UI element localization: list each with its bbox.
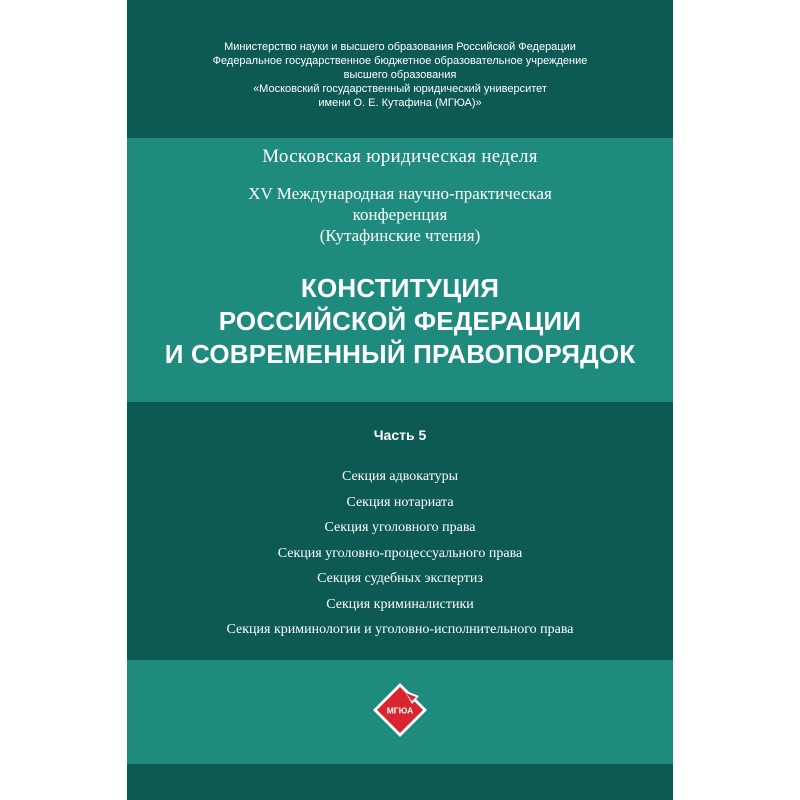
sections-list xyxy=(127,464,673,643)
title-band xyxy=(127,138,673,402)
book-title xyxy=(127,272,673,371)
sections-band xyxy=(127,402,673,660)
title-line: КОНСТИТУЦИЯ xyxy=(300,273,500,303)
section-item: Секция уголовного права xyxy=(324,520,476,535)
section-item: Секция адвокатуры xyxy=(341,469,459,484)
part-label: Часть 5 xyxy=(373,427,427,443)
book-cover xyxy=(127,0,673,800)
conference-line: (Кутафинские чтения) xyxy=(319,226,481,245)
conference-block xyxy=(127,183,673,246)
section-item: Секция криминологии и уголовно-исполнительного права xyxy=(226,622,574,637)
conference-line: XV Международная научно-практическая xyxy=(248,184,552,203)
mgua-logo-icon xyxy=(372,682,428,738)
publisher-line: имени О. Е. Кутафина (МГЮА)» xyxy=(318,97,482,109)
logo-band xyxy=(127,660,673,764)
top-band xyxy=(127,0,673,138)
section-item: Секция криминалистики xyxy=(326,596,474,612)
section-item: Секция уголовно-процессуального права xyxy=(277,545,523,561)
publisher-line: высшего образования xyxy=(343,69,457,81)
bottom-band xyxy=(127,764,673,800)
title-line: РОССИЙСКОЙ ФЕДЕРАЦИИ xyxy=(218,306,582,336)
publisher-line: Министерство науки и высшего образования Российской Федерации xyxy=(224,41,576,53)
conference-line: конференция xyxy=(352,205,448,224)
publisher-block xyxy=(127,40,673,110)
event-name: Московская юридическая неделя xyxy=(262,146,538,167)
publisher-line: Федеральное государственное бюджетное образовательное учреждение xyxy=(212,55,588,67)
title-line: И СОВРЕМЕННЫЙ ПРАВОПОРЯДОК xyxy=(164,339,636,369)
logo-text: МГЮА xyxy=(386,705,414,716)
section-item: Секция нотариата xyxy=(346,494,454,510)
publisher-line: «Московский государственный юридический университет xyxy=(253,83,547,95)
section-item: Секция судебных экспертиз xyxy=(317,571,483,586)
